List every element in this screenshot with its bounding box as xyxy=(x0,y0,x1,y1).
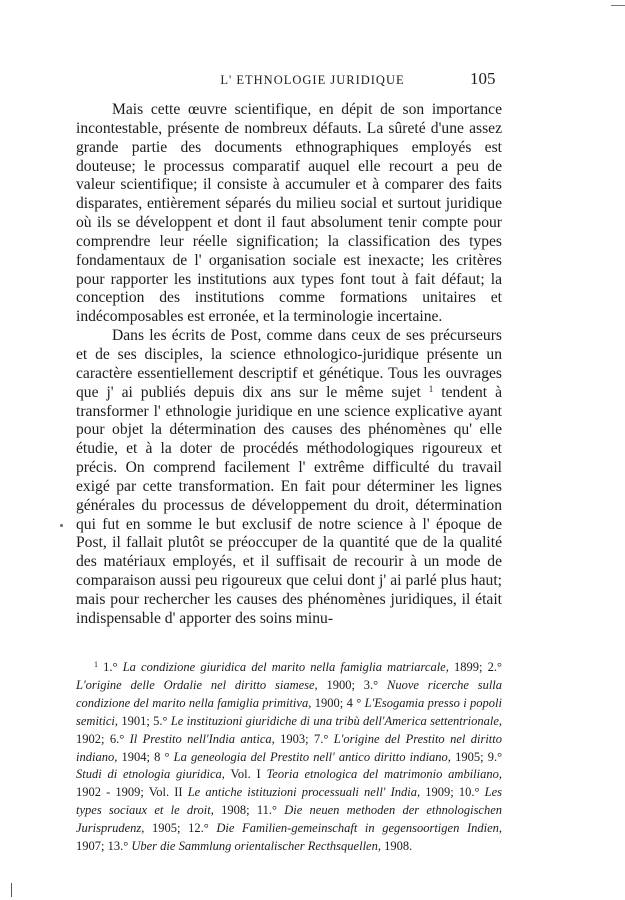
scan-edge-mark xyxy=(11,883,12,897)
page-number: 105 xyxy=(470,69,496,88)
footnote-item-number: 11.° xyxy=(256,803,277,818)
paragraph xyxy=(76,327,502,629)
footnote-item-year: 1902 - 1909; xyxy=(76,785,144,800)
footnote-item-number: 5.° xyxy=(153,713,168,728)
footnote-mark: 1 xyxy=(94,660,98,669)
footnote-item-number: 4 ° xyxy=(346,695,362,710)
footnote-item-title: Die Familien-gemeinschaft in gegensoortigen Indien, xyxy=(216,821,503,836)
footnote-item-year: 1905; xyxy=(152,821,181,836)
footnote-item-number: 2.° xyxy=(487,660,503,674)
footnote-item-year: 1904; xyxy=(121,749,150,764)
footnote-volume-label: Vol. II xyxy=(148,785,183,800)
footnote-item-number: 8 ° xyxy=(154,749,170,764)
footnote-item-title: L'origine del Prestito nel diritto indiano, xyxy=(76,731,502,764)
footnote-item-title: La condizione giuridica del marito nella famiglia matriarcale, xyxy=(122,660,449,674)
footnote-item-number: 10.° xyxy=(458,785,480,800)
footnote-item-year: 1908. xyxy=(384,839,413,854)
footnote-volume-label: Vol. I xyxy=(230,767,261,782)
footnote-item-title: Le antiche istituzioni processuali nell' India, xyxy=(187,785,421,800)
paragraph-text: tendent à transformer l' ethnologie juridique en une science explicative ayant pour objet la détermination des causes des phénomènes qu' elle étudie, et à la doter de procédés méthodologiques rigoureux et précis. On comprend facilement l' extrême difficulté du travail exigé par cette transformation. En fait pour déterminer les lignes générales du processus de développement du droit, détermination qui fut en somme le but exclusif de notre science à l' époque de Post, il fallait plutôt se préoccuper de la quantité que de la qualité des matériaux employés, et il suffisait de recourir à un mode de comparaison aussi peu rigoureux que celui dont j' ai parlé plus haut; mais pour rechercher les causes des phénomènes juridiques, il était indispensable d' apporter des soins minu- xyxy=(76,383,503,627)
footnote-item-title: L'origine delle Ordalie nel diritto siamese, xyxy=(76,677,318,692)
footnote-item-title: Uber die Sammlung orientalischer Recthsquellen, xyxy=(131,839,381,854)
footnote-item-title: Le instituzioni giuridiche di una tribù dell'America settentrionale, xyxy=(170,713,503,728)
running-title: L' ETHNOLOGIE JURIDIQUE xyxy=(220,73,405,87)
scan-edge-mark xyxy=(611,5,625,6)
footnote-item-number: 7.° xyxy=(314,731,329,746)
footnote-item-title: Teoria etnologica del matrimonio ambiliano, xyxy=(266,767,503,782)
paragraph-text: Dans les écrits de Post, comme dans ceux de ses précurseurs et de ses disciples, la science ethnologico-juridique présente un caractère essentiellement descriptif et génétique. Tous les ouvrages que j' ai publiés depuis dix ans sur le même sujet xyxy=(76,327,502,401)
footnote-item-year: 1905; xyxy=(455,749,484,764)
scan-speck xyxy=(60,524,63,527)
footnote-item-number: 9.° xyxy=(487,749,503,764)
footnote-item-title: La geneologia del Prestito nell' antico diritto indiano, xyxy=(173,749,451,764)
footnote-item-title: Die neuen methoden der ethnologischen Jurisprudenz, xyxy=(76,803,503,836)
footnote-item-title: Studi di etnologia giuridica, xyxy=(76,767,225,782)
footnote-item-title: Les types sociaux et le droit, xyxy=(76,785,503,818)
footnote-item-title: Il Prestito nell'India antica, xyxy=(129,731,275,746)
footnote-item-year: 1900; xyxy=(314,695,344,710)
footnote-item-year: 1908; xyxy=(221,803,250,818)
footnote-item-year: 1902; xyxy=(76,731,105,746)
main-text xyxy=(76,101,502,629)
footnote-item-number: 12.° xyxy=(188,821,209,836)
footnote-item-title: Nuove ricerche sulla condizione del marito nella famiglia primitiva, xyxy=(76,677,503,710)
footnote-item-year: 1903; xyxy=(280,731,309,746)
footnote-item-number: 3.° xyxy=(363,677,379,692)
footnote xyxy=(76,659,502,856)
footnote-item-year: 1899; xyxy=(454,660,483,674)
paragraph: Mais cette œuvre scientifique, en dépit de son importance incontestable, présente de nombreux défauts. La sûreté d'une assez grande partie des documents ethnographiques employés est douteuse; le processus comparatif auquel elle recourt a peu de valeur scientifique; il consiste à accumuler et à comparer des faits disparates, entièrement séparés du milieu social et surtout juridique où ils se développent et dont il faut absolument tenir compte pour comprendre leur réelle signification; la classification des types fondamentaux de l' organisation sociale est inexacte; les critères pour rapporter les institutions aux types font tout à fait défaut; la conception des institutions comme formations unitaires et indécomposables est erronée, et la terminologie incertaine. xyxy=(76,101,502,326)
footnote-item-year: 1909; xyxy=(425,785,454,800)
footnote-item-year: 1907; xyxy=(76,839,105,854)
footnote-item-year: 1901; xyxy=(121,713,150,728)
footnote-item-number: 13.° xyxy=(107,839,129,854)
footnote-reference[interactable]: 1 xyxy=(428,383,434,394)
footnote-item-number: 1.° xyxy=(103,660,118,674)
footnote-item-number: 6.° xyxy=(109,731,125,746)
footnote-item-title: L'Esogamia presso i popoli semitici, xyxy=(76,695,503,728)
footnote-item-year: 1900; xyxy=(326,677,355,692)
